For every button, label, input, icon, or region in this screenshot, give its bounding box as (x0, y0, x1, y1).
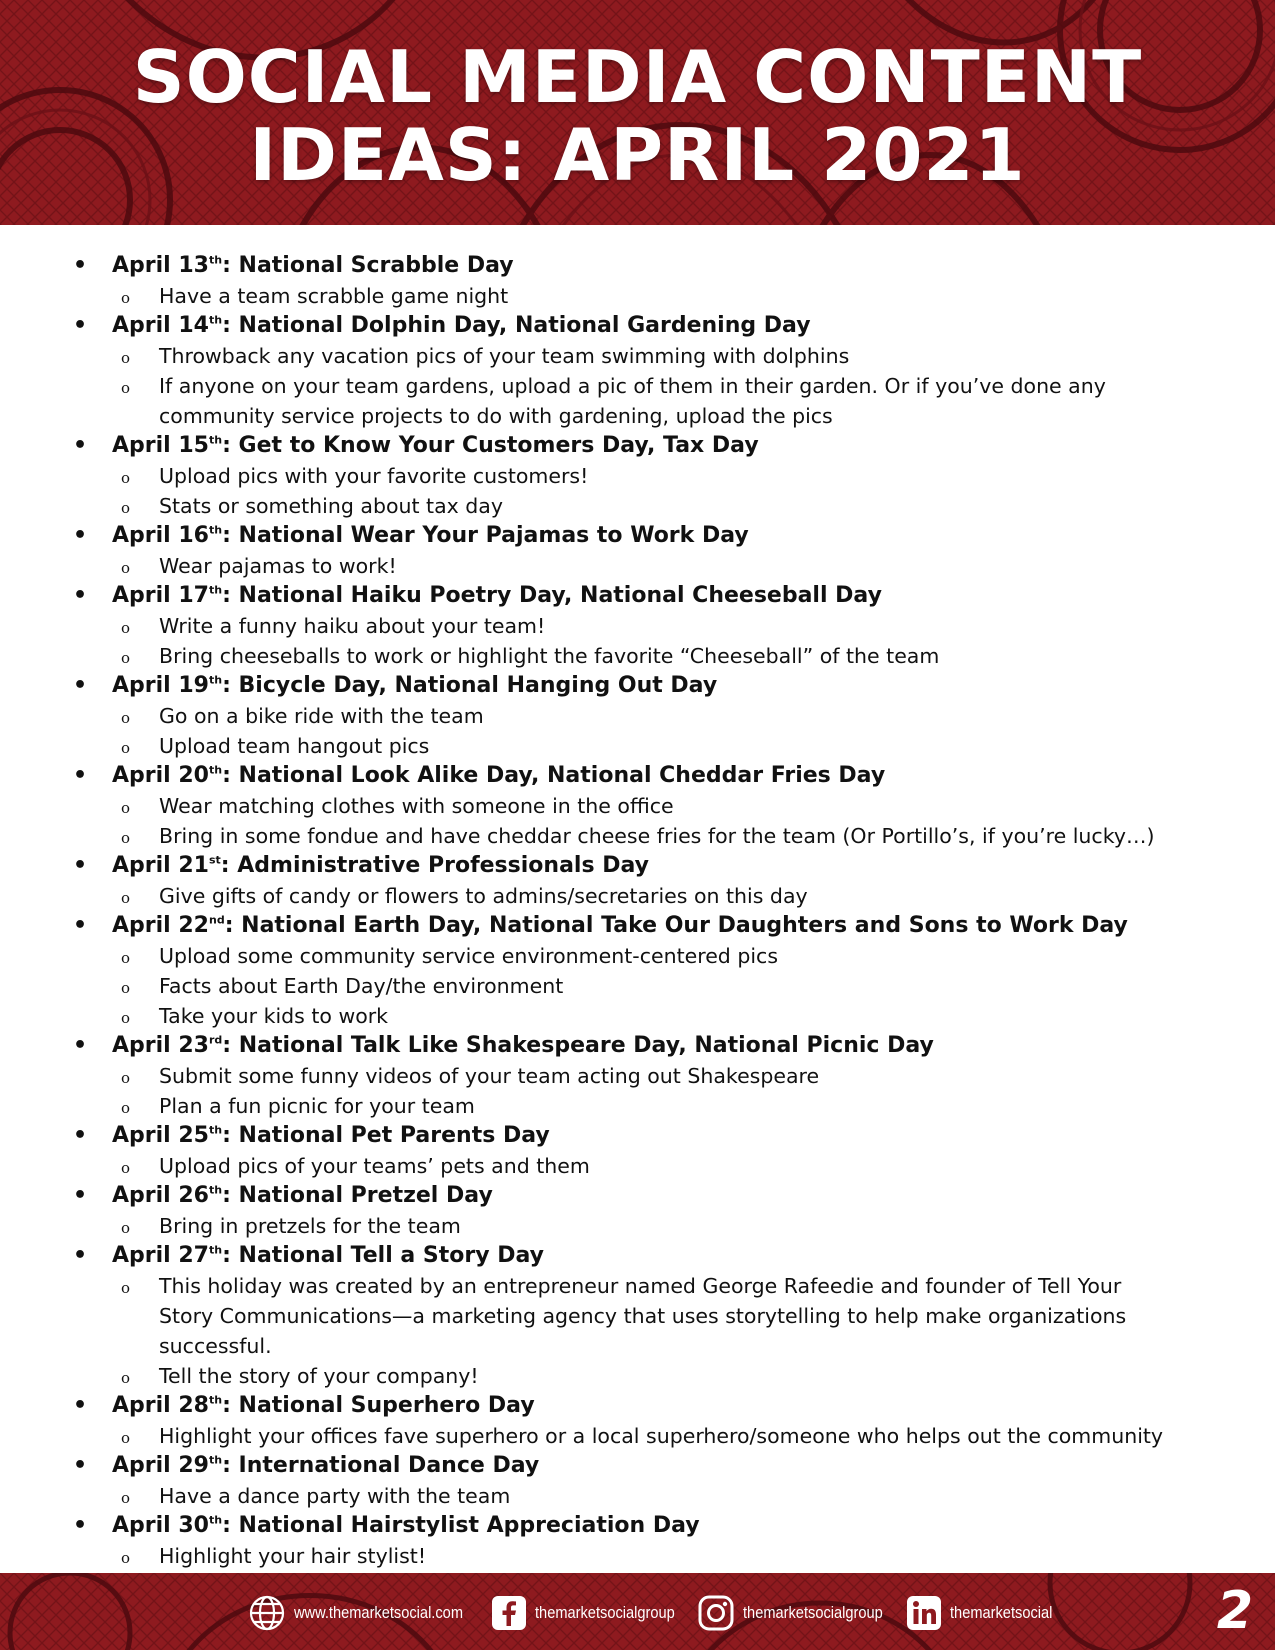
day-item (0, 1241, 1275, 1391)
idea-item (0, 1151, 1275, 1181)
idea-text: Highlight your offices fave superhero or a local superhero/someone who helps out the community (159, 1424, 1164, 1448)
day-date-suffix: th (208, 1513, 223, 1527)
day-date: April 22 (112, 913, 209, 938)
day-title: : National Look Alike Day, National Cheddar Fries Day (222, 763, 886, 788)
day-item (0, 1031, 1275, 1121)
day-date: April 23 (112, 1033, 209, 1058)
globe-icon (248, 1594, 286, 1632)
idea-list (0, 1481, 1275, 1511)
sub-bullet-icon: o (121, 1549, 131, 1567)
day-title: : National Haiku Poetry Day, National Cheeseball Day (222, 583, 882, 608)
sub-bullet-icon: o (121, 1009, 131, 1027)
day-date: April 30 (112, 1513, 209, 1538)
idea-text: Write a funny haiku about your team! (159, 614, 546, 638)
day-heading (0, 1181, 1275, 1211)
day-date-suffix: th (208, 523, 223, 537)
idea-item (0, 791, 1275, 821)
day-heading (0, 311, 1275, 341)
idea-item (0, 1211, 1275, 1241)
day-item (0, 431, 1275, 521)
day-date: April 28 (112, 1393, 209, 1418)
day-item (0, 311, 1275, 431)
sub-bullet-icon: o (121, 289, 131, 307)
day-item (0, 1511, 1275, 1571)
day-title: : International Dance Day (222, 1453, 540, 1478)
day-date-suffix: th (208, 253, 223, 267)
sub-bullet-icon: o (121, 829, 131, 847)
sub-bullet-icon: o (121, 1279, 131, 1297)
day-item (0, 1181, 1275, 1241)
idea-item (0, 551, 1275, 581)
idea-item (0, 701, 1275, 731)
day-title: : Bicycle Day, National Hanging Out Day (222, 673, 718, 698)
day-title: : National Wear Your Pajamas to Work Day (222, 523, 749, 548)
idea-item (0, 341, 1275, 371)
day-heading (0, 1031, 1275, 1061)
sub-bullet-icon: o (121, 1489, 131, 1507)
day-heading (0, 1511, 1275, 1541)
facebook-label: themarketsocialgroup (534, 1603, 675, 1622)
day-item (0, 251, 1275, 311)
idea-text: Upload pics with your favorite customers! (159, 464, 589, 488)
idea-text: Upload team hangout pics (159, 734, 430, 758)
idea-list (0, 791, 1275, 851)
sub-bullet-icon: o (121, 889, 131, 907)
day-item (0, 761, 1275, 851)
day-heading (0, 251, 1275, 281)
day-date: April 29 (112, 1453, 209, 1478)
day-heading (0, 671, 1275, 701)
day-date-suffix: th (208, 763, 223, 777)
idea-list (0, 1271, 1275, 1391)
day-date-suffix: th (208, 1393, 223, 1407)
day-item (0, 671, 1275, 761)
day-date: April 21 (112, 853, 209, 878)
day-item (0, 1391, 1275, 1451)
idea-text: Wear matching clothes with someone in the office (159, 794, 674, 818)
day-date-suffix: th (208, 1453, 223, 1467)
day-heading (0, 1121, 1275, 1151)
idea-list (0, 1541, 1275, 1571)
idea-text: Wear pajamas to work! (159, 554, 397, 578)
day-item (0, 851, 1275, 911)
sub-bullet-icon: o (121, 1219, 131, 1237)
day-heading (0, 911, 1275, 941)
sub-bullet-icon: o (121, 649, 131, 667)
idea-text: Give gifts of candy or flowers to admins/secretaries on this day (159, 884, 808, 908)
sub-bullet-icon: o (121, 619, 131, 637)
day-title: : National Pretzel Day (222, 1183, 493, 1208)
idea-text: Have a team scrabble game night (159, 284, 509, 308)
bullet-icon: • (73, 1513, 88, 1538)
day-item (0, 1451, 1275, 1511)
idea-text: Facts about Earth Day/the environment (159, 974, 564, 998)
day-date-suffix: th (208, 1123, 223, 1137)
linkedin-link[interactable] (906, 1595, 1055, 1631)
instagram-label: themarketsocialgroup (743, 1603, 883, 1622)
website-link[interactable] (248, 1594, 477, 1632)
idea-list (0, 881, 1275, 911)
idea-text: Highlight your hair stylist! (159, 1544, 427, 1568)
idea-text: Plan a fun picnic for your team (159, 1094, 475, 1118)
idea-item (0, 1271, 1275, 1361)
facebook-icon (491, 1595, 527, 1631)
sub-bullet-icon: o (121, 799, 131, 817)
day-heading (0, 761, 1275, 791)
day-date: April 20 (112, 763, 209, 788)
idea-text: Tell the story of your company! (159, 1364, 479, 1388)
idea-list (0, 1061, 1275, 1121)
day-item (0, 1121, 1275, 1181)
day-date-suffix: nd (208, 913, 225, 927)
footer-banner (0, 1573, 1275, 1650)
sub-bullet-icon: o (121, 1099, 131, 1117)
sub-bullet-icon: o (121, 499, 131, 517)
content-area (0, 251, 1275, 1571)
idea-list (0, 941, 1275, 1031)
idea-text: This holiday was created by an entrepreneur named George Rafeedie and founder of Tell Your Story Communications—a marketing agency that uses storytelling to help make organizations successful. (159, 1274, 1127, 1358)
page-number: 2 (1216, 1581, 1253, 1641)
bullet-icon: • (73, 523, 88, 548)
day-heading (0, 1391, 1275, 1421)
day-item (0, 521, 1275, 581)
bullet-icon: • (73, 253, 88, 278)
day-title: : National Scrabble Day (222, 253, 514, 278)
idea-list (0, 341, 1275, 431)
idea-text: Bring in pretzels for the team (159, 1214, 461, 1238)
day-item (0, 911, 1275, 1031)
bullet-icon: • (73, 913, 88, 938)
bullet-icon: • (73, 1243, 88, 1268)
day-date-suffix: th (208, 313, 223, 327)
idea-item (0, 941, 1275, 971)
idea-list (0, 1151, 1275, 1181)
day-heading (0, 521, 1275, 551)
idea-item (0, 971, 1275, 1001)
day-date-suffix: th (208, 583, 223, 597)
idea-item (0, 1421, 1275, 1451)
idea-list (0, 461, 1275, 521)
sub-bullet-icon: o (121, 1159, 131, 1177)
day-date-suffix: th (208, 1183, 223, 1197)
day-title: : Get to Know Your Customers Day, Tax Day (222, 433, 759, 458)
linkedin-icon (906, 1595, 942, 1631)
day-title: : National Hairstylist Appreciation Day (222, 1513, 700, 1538)
sub-bullet-icon: o (121, 979, 131, 997)
sub-bullet-icon: o (121, 709, 131, 727)
day-date: April 26 (112, 1183, 209, 1208)
idea-text: Submit some funny videos of your team acting out Shakespeare (159, 1064, 820, 1088)
bullet-icon: • (73, 763, 88, 788)
idea-item (0, 1541, 1275, 1571)
idea-item (0, 281, 1275, 311)
day-heading (0, 581, 1275, 611)
bullet-icon: • (73, 1123, 88, 1148)
idea-list (0, 281, 1275, 311)
idea-list (0, 701, 1275, 761)
idea-item (0, 1061, 1275, 1091)
bullet-icon: • (73, 313, 88, 338)
day-heading (0, 1241, 1275, 1271)
social-links (248, 1593, 1055, 1633)
idea-item (0, 371, 1275, 431)
instagram-icon (697, 1594, 735, 1632)
day-title: : National Pet Parents Day (222, 1123, 550, 1148)
sub-bullet-icon: o (121, 1069, 131, 1087)
day-date: April 14 (112, 313, 209, 338)
idea-item (0, 1091, 1275, 1121)
day-heading (0, 431, 1275, 461)
idea-item (0, 1361, 1275, 1391)
sub-bullet-icon: o (121, 949, 131, 967)
bullet-icon: • (73, 673, 88, 698)
idea-text: Stats or something about tax day (159, 494, 504, 518)
day-title: : National Dolphin Day, National Gardening Day (222, 313, 811, 338)
idea-text: Throwback any vacation pics of your team swimming with dolphins (159, 344, 850, 368)
idea-item (0, 821, 1275, 851)
day-title: : National Talk Like Shakespeare Day, National Picnic Day (222, 1033, 934, 1058)
day-date: April 13 (112, 253, 209, 278)
day-date: April 19 (112, 673, 209, 698)
day-title: : Administrative Professionals Day (220, 853, 649, 878)
day-date: April 17 (112, 583, 209, 608)
idea-list (0, 1211, 1275, 1241)
day-date-suffix: th (208, 1243, 223, 1257)
day-date: April 16 (112, 523, 209, 548)
idea-item (0, 611, 1275, 641)
day-title: : National Earth Day, National Take Our Daughters and Sons to Work Day (224, 913, 1128, 938)
idea-text: Bring cheeseballs to work or highlight the favorite “Cheeseball” of the team (159, 644, 940, 668)
page-title (0, 35, 1275, 197)
sub-bullet-icon: o (121, 469, 131, 487)
idea-list (0, 1421, 1275, 1451)
idea-text: Have a dance party with the team (159, 1484, 511, 1508)
idea-item (0, 641, 1275, 671)
day-date-suffix: rd (208, 1033, 223, 1047)
idea-text: Upload some community service environment-centered pics (159, 944, 778, 968)
day-date-suffix: st (208, 853, 221, 867)
bullet-icon: • (73, 1393, 88, 1418)
title-line-2: IDEAS: APRIL 2021 (249, 113, 1026, 197)
idea-item (0, 881, 1275, 911)
idea-item (0, 461, 1275, 491)
idea-item (0, 731, 1275, 761)
linkedin-label: themarketsocial (949, 1603, 1052, 1622)
bullet-icon: • (73, 1453, 88, 1478)
idea-text: If anyone on your team gardens, upload a pic of them in their garden. Or if you’ve done any community service projects to do with gardening, upload the pics (159, 374, 1106, 428)
day-date: April 27 (112, 1243, 209, 1268)
idea-text: Go on a bike ride with the team (159, 704, 484, 728)
bullet-icon: • (73, 853, 88, 878)
sub-bullet-icon: o (121, 559, 131, 577)
day-date-suffix: th (208, 433, 223, 447)
facebook-link[interactable] (491, 1595, 684, 1631)
day-date: April 25 (112, 1123, 209, 1148)
sub-bullet-icon: o (121, 379, 131, 397)
instagram-link[interactable] (697, 1594, 892, 1632)
day-date-suffix: th (208, 673, 223, 687)
idea-item (0, 1481, 1275, 1511)
idea-text: Take your kids to work (159, 1004, 389, 1028)
idea-text: Bring in some fondue and have cheddar cheese fries for the team (Or Portillo’s, if you’re lucky…) (159, 824, 1155, 848)
sub-bullet-icon: o (121, 1369, 131, 1387)
day-heading (0, 851, 1275, 881)
title-line-1: SOCIAL MEDIA CONTENT (132, 35, 1143, 119)
sub-bullet-icon: o (121, 739, 131, 757)
idea-item (0, 1001, 1275, 1031)
bullet-icon: • (73, 1183, 88, 1208)
sub-bullet-icon: o (121, 1429, 131, 1447)
bullet-icon: • (73, 433, 88, 458)
day-item (0, 581, 1275, 671)
day-list (0, 251, 1275, 1571)
idea-text: Upload pics of your teams’ pets and them (159, 1154, 590, 1178)
idea-list (0, 611, 1275, 671)
bullet-icon: • (73, 1033, 88, 1058)
website-label: www.themarketsocial.com (294, 1603, 464, 1622)
header-banner (0, 0, 1275, 225)
idea-item (0, 491, 1275, 521)
idea-list (0, 551, 1275, 581)
day-heading (0, 1451, 1275, 1481)
bullet-icon: • (73, 583, 88, 608)
day-title: : National Superhero Day (222, 1393, 535, 1418)
day-date: April 15 (112, 433, 209, 458)
sub-bullet-icon: o (121, 349, 131, 367)
day-title: : National Tell a Story Day (222, 1243, 545, 1268)
